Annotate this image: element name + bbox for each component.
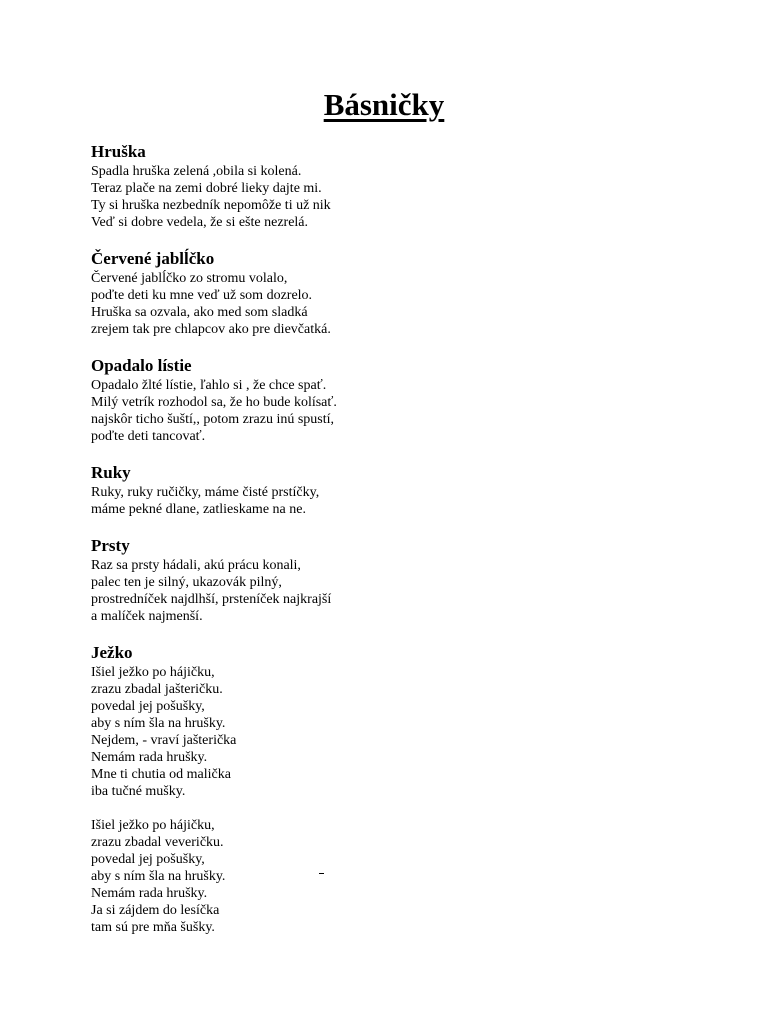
poem-line: povedal jej pošušky, bbox=[91, 699, 205, 714]
poem-line: tam sú pre mňa šušky. bbox=[91, 920, 215, 935]
poem-list bbox=[91, 141, 511, 953]
poem-title: Hruška bbox=[91, 142, 146, 161]
poem-title: Červené jablĺčko bbox=[91, 249, 215, 268]
poem-line: iba tučné mušky. bbox=[91, 784, 186, 799]
poem-line: Nemám rada hrušky. bbox=[91, 886, 208, 901]
poem-line: Išiel ježko po hájičku, bbox=[91, 818, 215, 833]
poem-line: Milý vetrík rozhodol sa, že ho bude kolísať. bbox=[91, 395, 337, 410]
poem-line: palec ten je silný, ukazovák pilný, bbox=[91, 575, 282, 590]
poem-line: máme pekné dlane, zatlieskame na ne. bbox=[91, 502, 306, 517]
poem-line: aby s ním šla na hrušky. bbox=[91, 869, 226, 884]
poem-title: Prsty bbox=[91, 536, 130, 555]
poem-title: Opadalo lístie bbox=[91, 356, 192, 375]
poem-title: Ježko bbox=[91, 643, 133, 662]
poem-line: zrazu zbadal jašteričku. bbox=[91, 682, 223, 697]
poem-line: poďte deti tancovať. bbox=[91, 429, 206, 444]
poem-line: povedal jej pošušky, bbox=[91, 852, 205, 867]
poem-line: Raz sa prsty hádali, akú prácu konali, bbox=[91, 558, 301, 573]
poem-line: prostredníček najdlhší, prsteníček najkrajší bbox=[91, 592, 332, 607]
poem-line: Ruky, ruky ručičky, máme čisté prstíčky, bbox=[91, 485, 320, 500]
poem-title: Ruky bbox=[91, 463, 131, 482]
poem-line: Nemám rada hrušky. bbox=[91, 750, 208, 765]
poem-line: poďte deti ku mne veď už som dozrelo. bbox=[91, 288, 313, 303]
poem-line: Spadla hruška zelená ,obila si kolená. bbox=[91, 164, 302, 179]
stray-dash-mark bbox=[319, 873, 324, 874]
poem-line: Ja si zájdem do lesíčka bbox=[91, 903, 220, 918]
poem-line: Mne ti chutia od malička bbox=[91, 767, 231, 782]
poem bbox=[91, 248, 511, 338]
stanza-gap bbox=[91, 800, 511, 817]
poem bbox=[91, 462, 511, 518]
poem bbox=[91, 141, 511, 231]
poem-line: Teraz plače na zemi dobré lieky dajte mi. bbox=[91, 181, 322, 196]
poem-line: zrazu zbadal veveričku. bbox=[91, 835, 224, 850]
poem-line: Išiel ježko po hájičku, bbox=[91, 665, 215, 680]
poem-line: Opadalo žlté lístie, ľahlo si , že chce spať. bbox=[91, 378, 327, 393]
document-title: Básničky bbox=[323, 87, 445, 122]
poem-line: a malíček najmenší. bbox=[91, 609, 203, 624]
poem-line: najskôr ticho šuští,, potom zrazu inú spustí, bbox=[91, 412, 335, 427]
poem bbox=[91, 642, 511, 936]
poem-line: Ty si hruška nezbedník nepomôže ti už nik bbox=[91, 198, 331, 213]
poem-line: Veď si dobre vedela, že si ešte nezrelá. bbox=[91, 215, 309, 230]
poem-line: aby s ním šla na hrušky. bbox=[91, 716, 226, 731]
poem-line: Červené jablĺčko zo stromu volalo, bbox=[91, 271, 288, 286]
poem bbox=[91, 535, 511, 625]
poem-line: Nejdem, - vraví jašterička bbox=[91, 733, 237, 748]
poem-line: Hruška sa ozvala, ako med som sladká bbox=[91, 305, 308, 320]
poem-line: zrejem tak pre chlapcov ako pre dievčatká. bbox=[91, 322, 331, 337]
poem bbox=[91, 355, 511, 445]
